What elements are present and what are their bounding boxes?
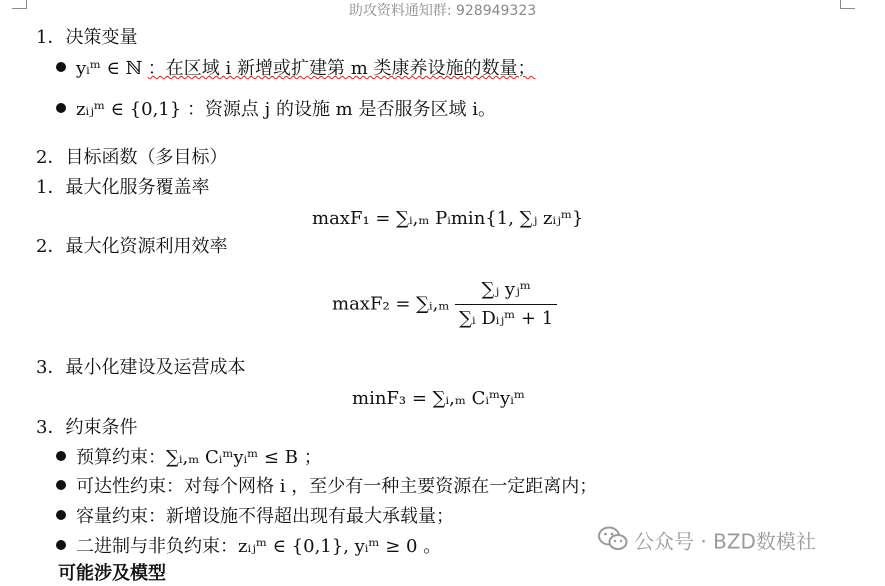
bullet-icon [56,510,66,520]
item-number: 3． [36,357,66,378]
section-title: 目标函数（多目标） [65,147,228,168]
objective-3-heading [36,356,245,380]
equation-text: maxF₁ = ∑ᵢ,ₘ Pᵢmin{1, ∑ⱼ zᵢⱼᵐ} [312,208,584,229]
page-header [0,0,885,22]
section-number: 2． [36,147,66,168]
left-margin-mark [12,0,27,9]
item-title: 最小化建设及运营成本 [65,357,246,378]
fraction-denominator: ∑ᵢ Dᵢⱼᵐ + 1 [455,304,557,331]
math-expr: yᵢᵐ ∈ ℕ [76,58,143,79]
wechat-icon [598,526,628,560]
section-3-heading [36,416,137,440]
bullet-text: ：资源点 j 的设施 m 是否服务区域 i。 [186,99,496,120]
section-number: 1． [36,27,66,48]
equation-f3 [352,387,525,411]
fraction-numerator: ∑ⱼ yⱼᵐ [481,279,531,300]
item-title: 最大化服务覆盖率 [65,177,210,198]
math-expr: zᵢⱼᵐ ∈ {0,1}, yᵢᵐ ≥ 0 [238,536,418,557]
constraint-binary [56,535,441,559]
objective-2-heading [36,235,227,259]
bullet-icon [56,103,66,113]
cut-off-text: 可能涉及模型 [58,563,166,584]
header-text: 助攻资料通知群: 928949323 [348,3,537,19]
section-title: 决策变量 [65,27,138,48]
section-1-heading [36,26,137,50]
section-number: 3． [36,417,66,438]
item-title: 最大化资源利用效率 [65,236,228,257]
math-expr: ∑ᵢ,ₘ Cᵢᵐyᵢᵐ ≤ B [166,447,298,468]
item-number: 2． [36,236,66,257]
constraint-label: 预算约束： [76,447,166,468]
equation-f2 [332,278,557,331]
watermark-text: 公众号 · BZD数模社 [634,529,816,554]
right-margin-mark [840,0,855,9]
bullet-icon [56,540,66,550]
constraint-capacity [56,505,454,529]
bullet-decision-z [56,98,496,122]
bullet-icon [56,480,66,490]
fraction [455,278,557,331]
equation-text: minF₃ = ∑ᵢ,ₘ Cᵢᵐyᵢᵐ [352,388,525,409]
objective-1-heading [36,176,209,200]
constraint-access [56,475,597,499]
constraint-budget [56,446,322,470]
bullet-icon [56,62,66,72]
equation-f1 [312,207,583,231]
bullet-decision-y [56,57,536,81]
constraint-label: 二进制与非负约束： [76,536,238,557]
section-title: 约束条件 [65,417,138,438]
constraint-tail: ； [303,447,322,468]
math-expr: zᵢⱼᵐ ∈ {0,1} [76,99,182,120]
bullet-icon [56,451,66,461]
item-number: 1． [36,177,66,198]
bullet-text: ：在区域 i 新增或扩建第 m 类康养设施的数量； [147,58,536,79]
watermark [598,526,816,556]
cut-off-heading [58,562,166,586]
constraint-text: 可达性约束：对每个网格 i ，至少有一种主要资源在一定距离内； [76,476,598,497]
constraint-text: 容量约束：新增设施不得超出现有最大承载量； [76,506,454,527]
constraint-tail: 。 [423,536,442,557]
section-2-heading [36,146,227,170]
equation-lhs: maxF₂ = ∑ᵢ,ₘ [332,293,450,315]
